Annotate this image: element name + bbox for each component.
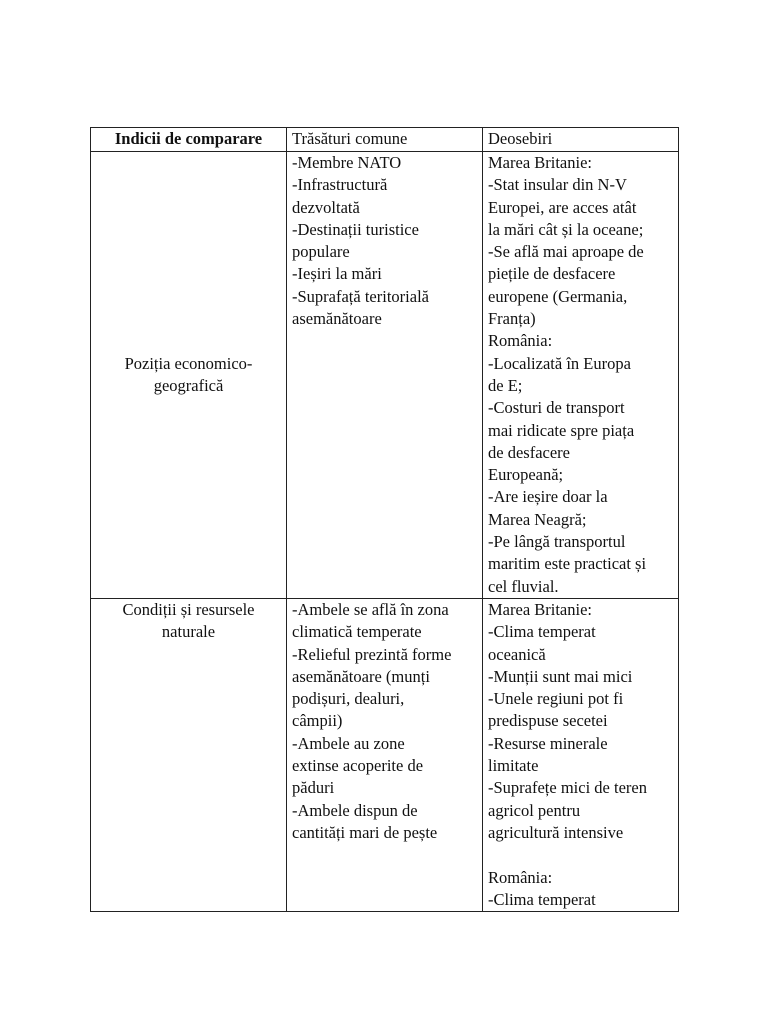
cell-line: -Clima temperat — [488, 622, 596, 642]
cell-line: europene (Germania, — [488, 286, 628, 306]
cell-line: -Suprafețe mici de teren — [488, 778, 647, 798]
cell-line: agricol pentru — [488, 800, 581, 820]
cell-line: dezvoltată — [292, 197, 360, 217]
cell-line: -Ieșiri la mări — [292, 264, 382, 284]
header-differences: Deosebiri — [483, 128, 679, 152]
cell-line: la mări cât și la oceane; — [488, 219, 644, 239]
cell-line: -Se află mai aproape de — [488, 242, 644, 262]
indicator-line: Condiții și resursele — [122, 600, 255, 619]
cell-line: populare — [292, 242, 350, 262]
cell-line: agricultură intensive — [488, 822, 624, 842]
indicator-line: geografică — [153, 376, 224, 395]
cell-line: -Resurse minerale — [488, 733, 608, 753]
cell-line: extinse acoperite de — [292, 756, 424, 776]
cell-line: -Are ieșire doar la — [488, 487, 608, 507]
cell-line: -Unele regiuni pot fi — [488, 689, 624, 709]
header-common-traits: Trăsături comune — [287, 128, 483, 152]
cell-line: climatică temperate — [292, 622, 422, 642]
cell-line: -Stat insular din N-V — [488, 175, 627, 195]
cell-line: Franța) — [488, 309, 536, 329]
cell-line: asemănătoare — [292, 309, 382, 329]
cell-line: -Localizată în Europa — [488, 353, 631, 373]
common-traits-cell — [287, 599, 483, 912]
cell-line: cantități mari de pește — [292, 822, 438, 842]
cell-line: -Pe lângă transportul — [488, 532, 626, 552]
cell-line: predispuse secetei — [488, 711, 608, 731]
row-indicator-cell — [91, 599, 287, 912]
indicator-line: Poziția economico- — [124, 353, 253, 373]
cell-line: de desfacere — [488, 442, 570, 462]
cell-line: de E; — [488, 375, 523, 395]
cell-line: -Ambele dispun de — [292, 800, 418, 820]
row-indicator-cell — [91, 152, 287, 599]
cell-line: -Infrastructură — [292, 175, 388, 195]
cell-line: -Relieful prezintă forme — [292, 644, 452, 664]
comparison-table — [90, 127, 679, 912]
differences-cell — [483, 152, 679, 599]
table-row — [91, 152, 679, 599]
cell-line: România: — [488, 331, 553, 351]
cell-line: -Ambele au zone — [292, 733, 405, 753]
cell-line: -Membre NATO — [292, 153, 402, 172]
cell-line: păduri — [292, 778, 335, 798]
table-row — [91, 599, 679, 912]
cell-line: mai ridicate spre piața — [488, 420, 635, 440]
indicator-line: naturale — [161, 622, 216, 642]
cell-line: cel fluvial. — [488, 576, 559, 596]
cell-line: piețile de desfacere — [488, 264, 616, 284]
cell-line: Europeană; — [488, 465, 564, 485]
table-header-row — [91, 128, 679, 152]
cell-line: Europei, are acces atât — [488, 197, 637, 217]
cell-line: România: — [488, 867, 553, 887]
cell-line: asemănătoare (munți — [292, 666, 430, 686]
cell-line: Marea Neagră; — [488, 509, 587, 529]
blank-line — [488, 844, 673, 866]
cell-line: limitate — [488, 756, 539, 776]
cell-line: -Ambele se află în zona — [292, 600, 449, 619]
cell-line: Marea Britanie: — [488, 153, 592, 172]
header-indicators: Indicii de comparare — [91, 128, 287, 152]
cell-line: -Munții sunt mai mici — [488, 666, 633, 686]
common-traits-cell — [287, 152, 483, 599]
cell-line: podișuri, dealuri, — [292, 689, 405, 709]
cell-line: -Destinații turistice — [292, 219, 419, 239]
cell-line: -Clima temperat — [488, 889, 596, 909]
cell-line: oceanică — [488, 644, 546, 664]
cell-line: câmpii) — [292, 711, 343, 731]
cell-line: maritim este practicat și — [488, 554, 647, 574]
cell-line: Marea Britanie: — [488, 600, 592, 619]
differences-cell — [483, 599, 679, 912]
cell-line: -Costuri de transport — [488, 398, 625, 418]
cell-line: -Suprafață teritorială — [292, 286, 429, 306]
